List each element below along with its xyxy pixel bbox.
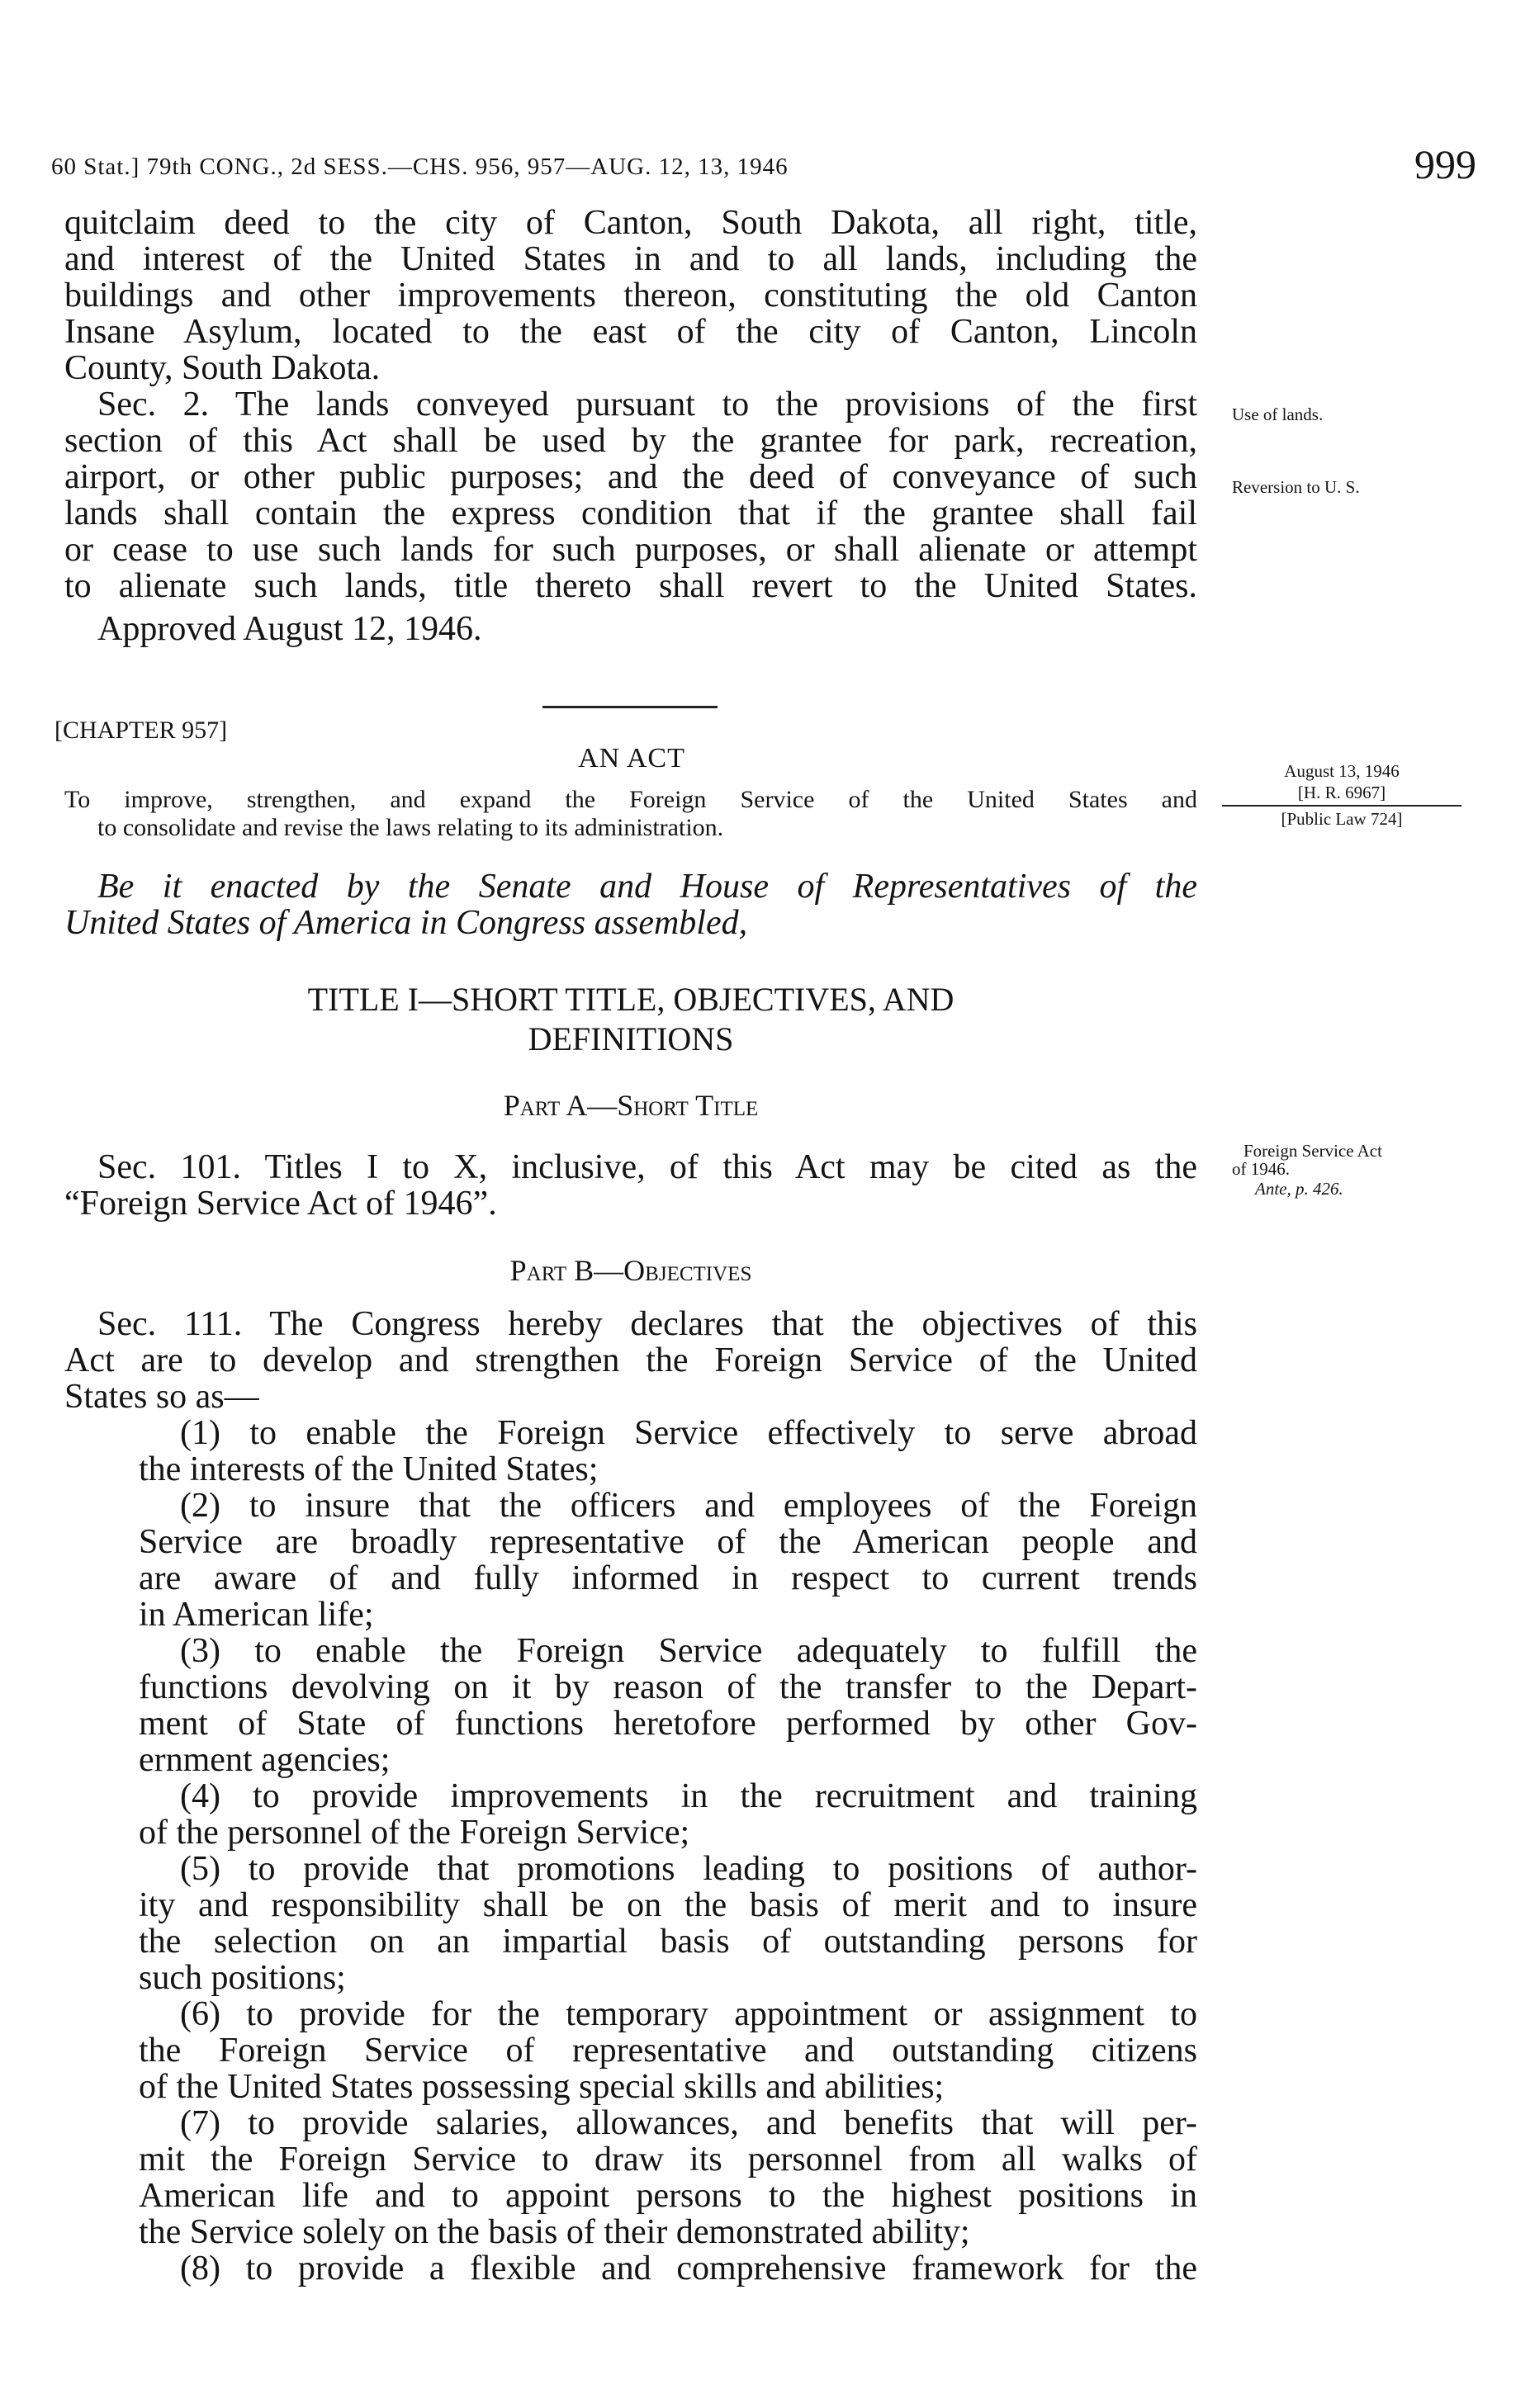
chapter-heading: [CHAPTER 957] [54,717,228,744]
bill-number: [H. R. 6967] [1297,783,1386,802]
objective-line: of the United States possessing special skills and abilities; [139,2068,945,2106]
objective-line: the interests of the United States; [139,1450,599,1488]
objective-line: the Foreign Service of representative and outstanding citizens [139,2032,1197,2070]
objective-line: the Service solely on the basis of their demonstrated ability; [139,2213,970,2251]
sec111-line: Sec. 111. The Congress hereby declares that the objectives of this [97,1305,1197,1343]
objective-line: ernment agencies; [139,1741,391,1779]
margin-note-short-title: of 1946. [1232,1159,1290,1179]
objective-line: mit the Foreign Service to draw its personnel from all walks of [139,2141,1197,2179]
public-law: [Public Law 724] [1281,809,1403,829]
sec111-line: States so as— [64,1378,259,1416]
title-heading: TITLE I—SHORT TITLE, OBJECTIVES, AND [307,981,954,1018]
running-head: 60 Stat.] 79th CONG., 2d SESS.—CHS. 956, 957—AUG. 12, 13, 1946 [51,154,789,180]
title-heading: DEFINITIONS [528,1020,734,1057]
objective-line: (1) to enable the Foreign Service effectively to serve abroad [180,1414,1197,1452]
objective-line: ity and responsibility shall be on the basis of merit and to insure [139,1886,1197,1924]
sec111-line: Act are to develop and strengthen the Foreign Service of the United [64,1341,1197,1379]
enacting-clause-line: United States of America in Congress assembled, [64,904,748,942]
section-divider [542,706,718,708]
page-number: 999 [1414,141,1476,187]
objective-line: (7) to provide salaries, allowances, and benefits that will per- [180,2104,1197,2142]
objective-line: American life and to appoint persons to the highest positions in [139,2177,1197,2215]
margin-note-ante: Ante, p. 426. [1255,1179,1343,1199]
objective-line: (4) to provide improvements in the recruitment and training [180,1777,1197,1815]
objective-line: ment of State of functions heretofore performed by other Gov- [139,1705,1197,1743]
an-act: AN ACT [578,743,685,773]
text-line: section of this Act shall be used by the grantee for park, recreation, [64,422,1197,460]
objective-line: (2) to insure that the officers and employees of the Foreign [180,1487,1197,1525]
text-line: Insane Asylum, located to the east of the city of Canton, Lincoln [64,313,1197,351]
objective-line: functions devolving on it by reason of the transfer to the Depart- [139,1668,1197,1706]
act-date: August 13, 1946 [1284,761,1400,781]
margin-note-short-title: Foreign Service Act [1243,1141,1382,1161]
objective-line: (6) to provide for the temporary appointment or assignment to [180,1995,1197,2033]
objective-line: Service are broadly representative of the American people and [139,1523,1197,1561]
objective-line: of the personnel of the Foreign Service; [139,1814,690,1852]
objective-line: the selection on an impartial basis of outstanding persons for [139,1923,1197,1961]
approved-line: Approved August 12, 1946. [97,610,482,648]
objective-line: (5) to provide that promotions leading to positions of author- [180,1850,1197,1888]
text-line: airport, or other public purposes; and the deed of conveyance of such [64,458,1197,496]
purpose-line: To improve, strengthen, and expand the Foreign Service of the United States and [64,786,1197,813]
purpose-line: to consolidate and revise the laws relating to its administration. [97,814,724,841]
text-line: to alienate such lands, title thereto shall revert to the United States. [64,567,1197,605]
objective-line: such positions; [139,1959,346,1997]
margin-note-reversion: Reversion to U. S. [1232,477,1360,497]
sec101-line: Sec. 101. Titles I to X, inclusive, of this Act may be cited as the [97,1148,1197,1186]
part-a-heading: Part A—Short Title [503,1089,759,1122]
part-b-heading: Part B—Objectives [509,1254,752,1287]
text-line: Sec. 2. The lands conveyed pursuant to the provisions of the first [97,386,1197,423]
enacting-clause-line: Be it enacted by the Senate and House of Representatives of the [97,868,1197,906]
text-line: lands shall contain the express condition that if the grantee shall fail [64,494,1197,532]
objective-line: (8) to provide a flexible and comprehensive framework for the [180,2250,1197,2287]
text-line: or cease to use such lands for such purposes, or shall alienate or attempt [64,531,1197,569]
sec101-line: “Foreign Service Act of 1946”. [64,1185,497,1223]
objective-line: in American life; [139,1596,374,1634]
margin-note-use: Use of lands. [1232,404,1324,424]
side-rule [1222,805,1461,807]
objective-line: (3) to enable the Foreign Service adequately to fulfill the [180,1632,1197,1670]
text-line: quitclaim deed to the city of Canton, South Dakota, all right, title, [64,204,1197,242]
text-line: buildings and other improvements thereon, constituting the old Canton [64,277,1197,315]
text-line: County, South Dakota. [64,349,381,387]
objective-line: are aware of and fully informed in respect to current trends [139,1559,1197,1597]
text-line: and interest of the United States in and to all lands, including the [64,240,1197,278]
